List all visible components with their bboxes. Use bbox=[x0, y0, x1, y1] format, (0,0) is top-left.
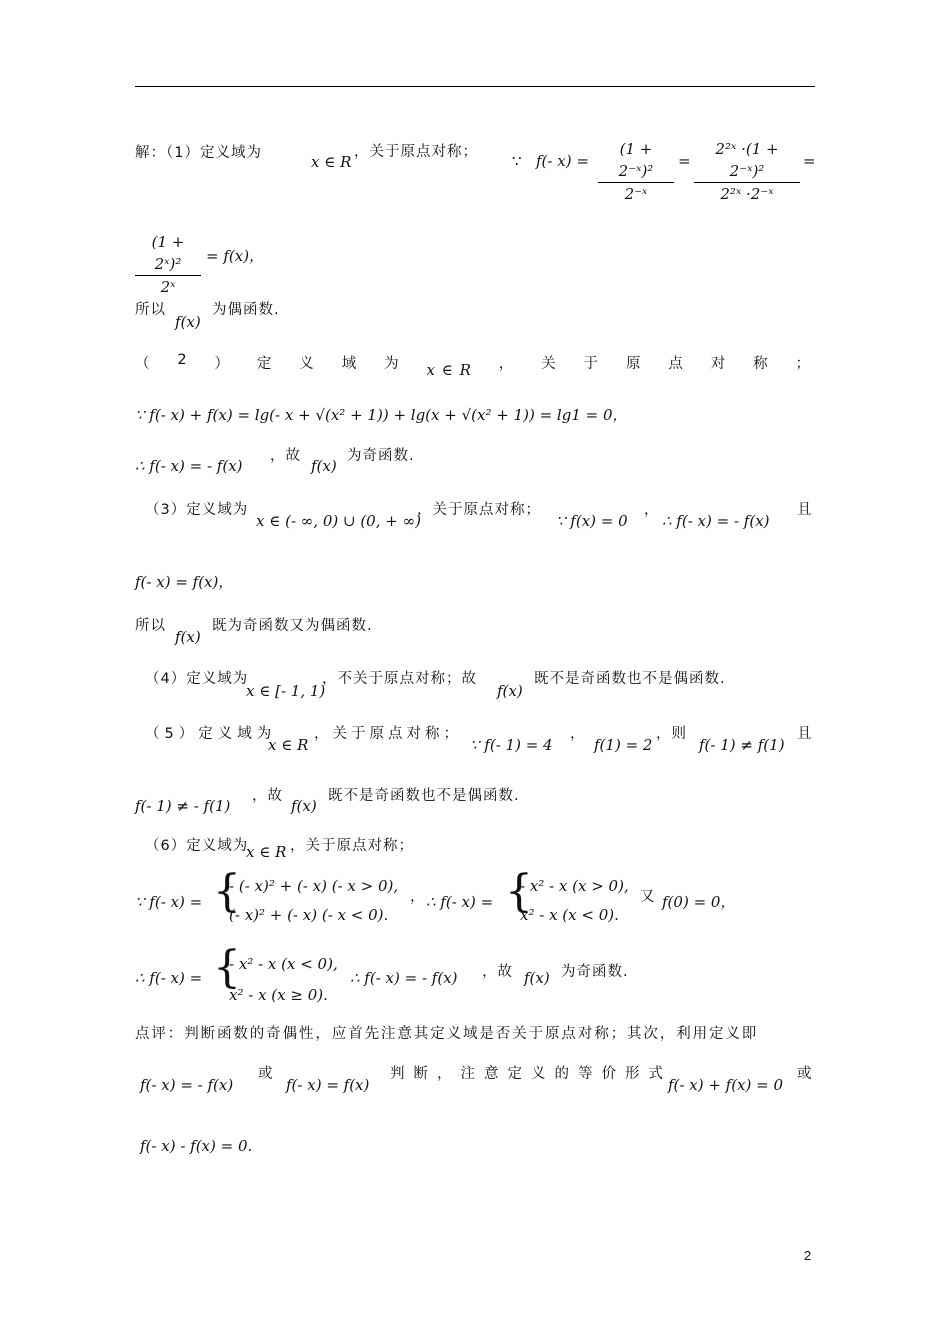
comment-or1: 或 bbox=[258, 1066, 274, 1082]
frac3-numerator: (1 + 2ˣ)² bbox=[135, 231, 201, 276]
comment-judge: 判断，注意定义的等价形式 bbox=[390, 1066, 672, 1082]
part3-sym: ，关于原点对称； bbox=[417, 502, 541, 518]
part2-domain: x ∈ R bbox=[426, 361, 472, 379]
part5-line2-math: f(- 1) ≠ - f(1) bbox=[135, 797, 231, 815]
part5-m2: f(1) = 2 bbox=[594, 736, 653, 754]
part2-line2-math: ∵ f(- x) + f(x) = lg(- x + √(x² + 1)) + lg(x + √(x² + 1)) = lg1 = 0 bbox=[135, 406, 613, 424]
part3-m1: ∵ f(x) = 0 bbox=[556, 512, 628, 530]
part1-tail-math: = f(x) bbox=[206, 247, 250, 265]
part2-line3-mid: ，故 bbox=[270, 448, 301, 464]
part6-c2-tail-math: f(0) = 0 bbox=[662, 893, 721, 911]
part2-char: 为 bbox=[384, 356, 400, 372]
part2-char: （ bbox=[135, 356, 151, 372]
part2-char: 2 bbox=[177, 352, 188, 368]
part6-c1-row2: (- x)² + (- x) (- x < 0). bbox=[229, 906, 389, 924]
part3-concl-pre: 所以 bbox=[135, 618, 166, 634]
page-number: 2 bbox=[804, 1248, 812, 1263]
part3-line2-punct: ， bbox=[218, 575, 234, 591]
part1-frac2 bbox=[694, 138, 800, 205]
part5-and: 且 bbox=[797, 726, 813, 742]
part2-line2 bbox=[135, 405, 628, 426]
part6-c2-row2: x² - x (x < 0). bbox=[520, 906, 619, 924]
part1-frac3 bbox=[135, 231, 201, 298]
part5-m3: f(- 1) ≠ f(1) bbox=[699, 736, 785, 754]
part1-frac1 bbox=[598, 138, 674, 205]
part2-char: ； bbox=[795, 356, 811, 372]
left-brace-icon: { bbox=[505, 866, 533, 917]
part3-concl-post: 既为奇函数又为偶函数. bbox=[212, 618, 373, 634]
frac1-numerator: (1 + 2⁻ˣ)² bbox=[598, 138, 674, 183]
comment-end: . bbox=[247, 1137, 253, 1155]
comment-c: f(- x) + f(x) = 0 bbox=[668, 1076, 784, 1094]
part5-sym: ，关于原点对称； bbox=[314, 726, 462, 742]
part4-fx: f(x) bbox=[497, 682, 523, 700]
frac2-denominator: 2²ˣ ·2⁻ˣ bbox=[720, 185, 774, 203]
part6-label: （6）定义域为 bbox=[145, 838, 249, 854]
part4-label: （4）定义域为 bbox=[145, 671, 249, 687]
part6-domain: x ∈ R bbox=[246, 843, 287, 861]
part2-char: 原 bbox=[625, 356, 642, 372]
part5-c2: ，则 bbox=[656, 726, 687, 742]
part2-line1 bbox=[135, 352, 811, 379]
part2-char: 义 bbox=[299, 356, 315, 372]
frac3-denominator: 2ˣ bbox=[160, 278, 176, 296]
part1-conclusion-pre: 所以 bbox=[135, 302, 166, 318]
comment-line1: 点评：判断函数的奇偶性，应首先注意其定义域是否关于原点对称；其次，利用定义即 bbox=[135, 1026, 759, 1042]
part6-c1-punct: ， bbox=[410, 889, 426, 905]
comment-d bbox=[140, 1136, 252, 1156]
part6-c1-lhs: ∵ f(- x) = bbox=[135, 893, 203, 911]
comment-a: f(- x) = - f(x) bbox=[140, 1076, 234, 1094]
comment-b: f(- x) = f(x) bbox=[286, 1076, 370, 1094]
part2-char: 于 bbox=[583, 356, 600, 372]
left-brace-icon: { bbox=[213, 942, 241, 993]
part6-c3-mid: ，故 bbox=[482, 964, 513, 980]
part2-char: 定 bbox=[256, 356, 273, 372]
part3-line2-math: f(- x) = f(x) bbox=[135, 573, 219, 591]
part3-m2: ∴ f(- x) = - f(x) bbox=[662, 512, 770, 530]
part1-line1 bbox=[135, 142, 262, 163]
part2-line3-fx: f(x) bbox=[311, 457, 337, 475]
part6-c3-row1: - x² - x (x < 0), bbox=[229, 955, 338, 973]
part5-c1: ， bbox=[570, 726, 586, 742]
part4-domain: x ∈ [- 1, 1) bbox=[246, 682, 326, 700]
part5-m1: ∵ f(- 1) = 4 bbox=[470, 736, 553, 754]
part1-eq1: = bbox=[678, 152, 691, 170]
part5-label: （5）定义域为 bbox=[145, 726, 277, 742]
part4-mid: ，不关于原点对称；故 bbox=[322, 671, 477, 687]
part6-c3-lhs: ∴ f(- x) = bbox=[135, 969, 203, 987]
part6-c1-row1: - (- x)² + (- x) (- x > 0), bbox=[229, 877, 399, 895]
part1-conclusion-fx: f(x) bbox=[175, 313, 201, 331]
part3-label: （3）定义域为 bbox=[145, 502, 249, 518]
part5-line2-post: 既不是奇函数也不是偶函数. bbox=[328, 788, 520, 804]
part2-char: 关 bbox=[541, 356, 557, 372]
part1-lhs: f(- x) = bbox=[536, 152, 589, 170]
part6-c2-tail bbox=[662, 892, 736, 913]
part3-and: 且 bbox=[797, 502, 813, 518]
part2-char: ） bbox=[214, 356, 231, 372]
header-rule bbox=[135, 86, 815, 87]
part1-tail-punct: ， bbox=[249, 249, 265, 265]
comment-or2: 或 bbox=[797, 1066, 813, 1082]
part3-c1: ， bbox=[644, 502, 660, 518]
part1-label: 解：（1）定义域为 bbox=[135, 145, 262, 161]
part6-c3-row2: x² - x (x ≥ 0). bbox=[229, 986, 328, 1004]
part2-line2-punct: ， bbox=[612, 408, 629, 424]
part2-char: 称 bbox=[753, 356, 769, 372]
part1-eq2: = bbox=[803, 152, 816, 170]
part2-line3-math: ∴ f(- x) = - f(x) bbox=[135, 457, 243, 475]
part4-post: 既不是奇函数也不是偶函数. bbox=[534, 671, 726, 687]
frac1-denominator: 2⁻ˣ bbox=[624, 185, 648, 203]
part6-c2-tail-punct: ， bbox=[720, 895, 736, 911]
part3-line2 bbox=[135, 572, 234, 593]
frac2-numerator: 2²ˣ ·(1 + 2⁻ˣ)² bbox=[694, 138, 800, 183]
part1-domain: x ∈ R bbox=[311, 153, 352, 171]
part3-concl-fx: f(x) bbox=[175, 628, 201, 646]
part2-char: 域 bbox=[341, 356, 358, 372]
part1-conclusion-post: 为偶函数. bbox=[212, 302, 280, 318]
part6-c3-fx: f(x) bbox=[524, 969, 550, 987]
part2-char: 对 bbox=[710, 356, 727, 372]
part2-char: ， bbox=[498, 356, 515, 372]
left-brace-icon: { bbox=[213, 866, 241, 917]
part2-char: 点 bbox=[668, 356, 684, 372]
part3-domain: x ∈ (- ∞, 0) ∪ (0, + ∞) bbox=[256, 512, 421, 530]
part6-sym: ，关于原点对称； bbox=[290, 838, 414, 854]
part6-c2-row1: - x² - x (x > 0), bbox=[520, 877, 629, 895]
part1-tail bbox=[206, 246, 265, 267]
part1-because: ∵ bbox=[512, 152, 522, 170]
part6-c2-lhs: ∴ f(- x) = bbox=[426, 893, 494, 911]
part6-c3-m: ∴ f(- x) = - f(x) bbox=[350, 969, 458, 987]
part5-line2-mid: ，故 bbox=[252, 788, 283, 804]
part1-sym: ，关于原点对称； bbox=[354, 144, 478, 160]
comment-d-math: f(- x) - f(x) = 0 bbox=[140, 1137, 248, 1155]
part5-domain: x ∈ R bbox=[268, 736, 309, 754]
part2-line3-post: 为奇函数. bbox=[347, 448, 415, 464]
part5-line2-fx: f(x) bbox=[291, 797, 317, 815]
part6-c2-you: 又 bbox=[640, 889, 656, 905]
part6-c3-post: 为奇函数. bbox=[561, 964, 629, 980]
